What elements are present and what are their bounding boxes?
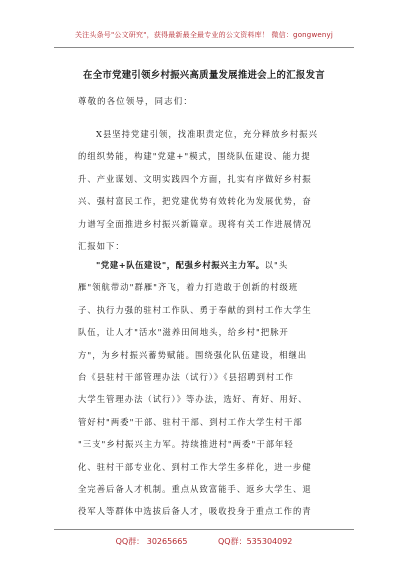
footer-divider — [54, 529, 354, 530]
paragraph-line: 全完善后备人才机制。重点从致富能手、返乡大学生、退 — [78, 484, 312, 495]
paragraph-line: 台《县驻村干部管理办法（试行）》《县招聘到村工作 — [78, 372, 295, 383]
paragraph-line: 管好村"两委"干部、驻村干部、到村工作大学生村干部 — [78, 416, 303, 427]
salutation: 尊敬的各位领导，同志们： — [78, 96, 193, 106]
paragraph-line: 兴、强村富民工作，把党建优势有效转化为发展优势，奋 — [78, 196, 312, 207]
section-heading: "党建+队伍建设"，配强乡村振兴主力军。 — [96, 260, 265, 270]
footer-qq-group-2: QQ群：535304092 — [218, 537, 293, 546]
paragraph-line: 雁"领航带动"群雁"齐飞，着力打造敢于创新的村级班 — [78, 282, 299, 293]
paragraph-line: 升、产业谋划、文明实践四个方面，扎实有序做好乡村振 — [78, 173, 312, 184]
paragraph-line: 汇报如下： — [78, 241, 125, 252]
footer-qq-group-1: QQ群： 30265665 — [115, 537, 188, 546]
paragraph-2 — [78, 254, 348, 523]
paragraph-line: "党建+队伍建设"，配强乡村振兴主力军。以"头 — [96, 260, 289, 270]
paragraph-line: 役军人等群体中选拔后备人才，吸收投身于重点工作的青 — [78, 506, 312, 517]
paragraph-line: 化、驻村干部专业化、到村工作大学生多样化，进一步健 — [78, 461, 312, 472]
paragraph-line: 力谱写全面推进乡村振兴新篇章。现将有关工作进展情况 — [78, 218, 312, 229]
header-banner: 关注头条号"公文研究"，获得最新最全最专业的公文资料库！ 微信：gongwenyj — [74, 31, 334, 39]
document-title: 在全市党建引领乡村振兴高质量发展推进会上的汇报发言 — [83, 70, 325, 81]
paragraph-line: 的组织势能，构建"党建+"模式，围绕队伍建设、能力提 — [78, 151, 311, 162]
paragraph-1 — [78, 123, 348, 257]
paragraph-line: X县坚持党建引领，找准职责定位，充分释放乡村振兴 — [96, 129, 318, 139]
paragraph-line: 大学生管理办法（试行）》等办法，选好、育好、用好、 — [78, 394, 308, 405]
paragraph-line: 子、执行力强的驻村工作队、勇于奉献的到村工作大学生 — [78, 304, 312, 315]
footer — [0, 536, 408, 547]
paragraph-line: 队伍，让人才"活水"滋养田间地头，给乡村"把脉开 — [78, 327, 289, 338]
paragraph-line: "三支"乡村振兴主力军。持续推进村"两委"干部年轻 — [78, 439, 294, 450]
header-divider — [54, 47, 354, 48]
paragraph-line: 方"，为乡村振兴蓄势赋能。围绕强化队伍建设，相继出 — [78, 349, 308, 360]
